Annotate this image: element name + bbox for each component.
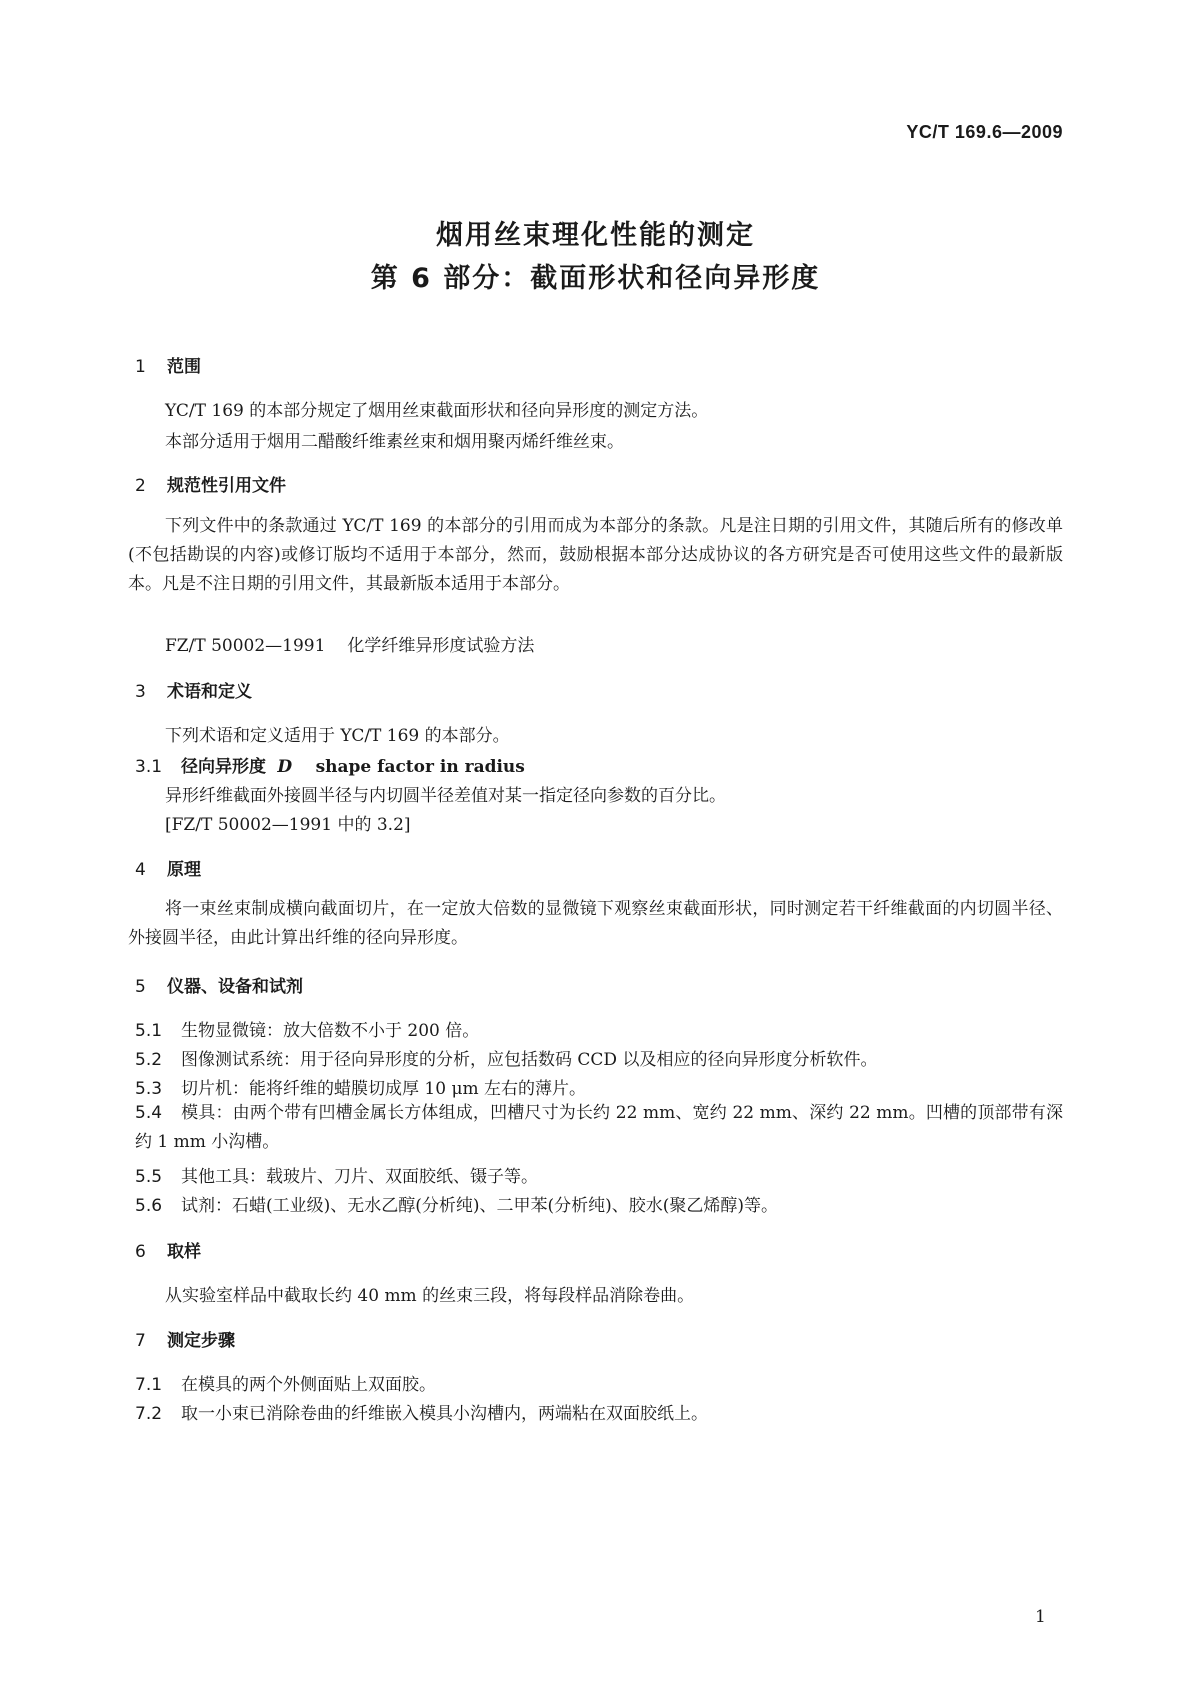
definition-number: 3.1 bbox=[135, 757, 163, 777]
list-item bbox=[135, 1099, 1063, 1157]
section-1-paragraph: YC/T 169 的本部分规定了烟用丝束截面形状和径向异形度的测定方法。 bbox=[165, 401, 709, 421]
definition-text: 异形纤维截面外接圆半径与内切圆半径差值对某一指定径向参数的百分比。 bbox=[165, 786, 726, 806]
section-3-heading bbox=[135, 677, 252, 702]
section-title: 术语和定义 bbox=[167, 682, 252, 702]
definition-english: shape factor in radius bbox=[315, 757, 525, 777]
item-text: 其他工具：载玻片、刀片、双面胶纸、镊子等。 bbox=[181, 1167, 538, 1187]
list-item bbox=[135, 1370, 436, 1395]
section-5-heading bbox=[135, 972, 303, 997]
list-item bbox=[135, 1399, 708, 1424]
section-number: 7 bbox=[135, 1331, 146, 1351]
definition-term: 径向异形度 bbox=[181, 757, 266, 777]
section-number: 2 bbox=[135, 476, 146, 496]
definition-heading bbox=[135, 752, 525, 777]
section-1-paragraph: 本部分适用于烟用二醋酸纤维素丝束和烟用聚丙烯纤维丝束。 bbox=[165, 432, 624, 452]
section-2-heading bbox=[135, 471, 286, 496]
section-title: 仪器、设备和试剂 bbox=[167, 977, 303, 997]
list-item bbox=[135, 1074, 586, 1099]
section-title: 原理 bbox=[167, 860, 201, 880]
item-number: 5.1 bbox=[135, 1021, 163, 1041]
item-number: 5.3 bbox=[135, 1079, 163, 1099]
section-number: 3 bbox=[135, 682, 146, 702]
item-number: 5.6 bbox=[135, 1196, 163, 1216]
item-text: 取一小束已消除卷曲的纤维嵌入模具小沟槽内，两端粘在双面胶纸上。 bbox=[181, 1404, 708, 1424]
item-text: 试剂：石蜡(工业级)、无水乙醇(分析纯)、二甲苯(分析纯)、胶水(聚乙烯醇)等。 bbox=[181, 1196, 779, 1216]
item-text: 切片机：能将纤维的蜡膜切成厚 10 μm 左右的薄片。 bbox=[181, 1079, 587, 1099]
section-number: 6 bbox=[135, 1242, 146, 1262]
section-6-heading bbox=[135, 1237, 201, 1262]
list-item bbox=[135, 1045, 877, 1070]
section-4-paragraph: 将一束丝束制成横向截面切片，在一定放大倍数的显微镜下观察丝束截面形状，同时测定若干纤维截面的内切圆半径、外接圆半径，由此计算出纤维的径向异形度。 bbox=[128, 899, 1063, 948]
section-2-paragraph: 下列文件中的条款通过 YC/T 169 的本部分的引用而成为本部分的条款。凡是注日期的引用文件，其随后所有的修改单(不包括勘误的内容)或修订版均不适用于本部分，然而，鼓励根据本部分达成协议的各方研究是否可使用这些文件的最新版本。凡是不注日期的引用文件，其最新版本适用于本部分。 bbox=[128, 516, 1063, 594]
normative-reference bbox=[165, 631, 534, 656]
item-number: 5.4 bbox=[135, 1103, 163, 1123]
section-3-paragraph: 下列术语和定义适用于 YC/T 169 的本部分。 bbox=[165, 726, 510, 746]
item-number: 7.2 bbox=[135, 1404, 163, 1424]
reference-code: FZ/T 50002—1991 bbox=[165, 636, 326, 656]
item-text: 在模具的两个外侧面贴上双面胶。 bbox=[181, 1375, 436, 1395]
document-title: 烟用丝束理化性能的测定 bbox=[436, 220, 755, 251]
item-text: 模具：由两个带有凹槽金属长方体组成，凹槽尺寸为长约 22 mm、宽约 22 mm、深约 22 mm。凹槽的顶部带有深约 1 mm 小沟槽。 bbox=[135, 1103, 1063, 1152]
list-item bbox=[135, 1016, 479, 1041]
section-number: 1 bbox=[135, 357, 146, 377]
section-6-paragraph: 从实验室样品中截取长约 40 mm 的丝束三段，将每段样品消除卷曲。 bbox=[165, 1286, 695, 1306]
item-number: 7.1 bbox=[135, 1375, 163, 1395]
section-title: 取样 bbox=[167, 1242, 201, 1262]
page-number: 1 bbox=[1035, 1607, 1046, 1627]
definition-symbol: D bbox=[277, 757, 293, 777]
standard-number: YC/T 169.6—2009 bbox=[906, 122, 1063, 142]
definition-source: [FZ/T 50002—1991 中的 3.2] bbox=[165, 815, 411, 835]
document-subtitle: 第 6 部分：截面形状和径向异形度 bbox=[370, 263, 821, 294]
item-text: 图像测试系统：用于径向异形度的分析，应包括数码 CCD 以及相应的径向异形度分析软件。 bbox=[181, 1050, 878, 1070]
section-number: 5 bbox=[135, 977, 146, 997]
item-text: 生物显微镜：放大倍数不小于 200 倍。 bbox=[181, 1021, 480, 1041]
section-number: 4 bbox=[135, 860, 146, 880]
section-title: 测定步骤 bbox=[167, 1331, 235, 1351]
section-title: 规范性引用文件 bbox=[167, 476, 286, 496]
section-4-heading bbox=[135, 855, 201, 880]
reference-title: 化学纤维异形度试验方法 bbox=[347, 636, 535, 656]
list-item bbox=[135, 1191, 778, 1216]
item-number: 5.5 bbox=[135, 1167, 163, 1187]
section-7-heading bbox=[135, 1326, 235, 1351]
section-1-heading bbox=[135, 352, 201, 377]
item-number: 5.2 bbox=[135, 1050, 163, 1070]
section-title: 范围 bbox=[167, 357, 201, 377]
list-item bbox=[135, 1162, 538, 1187]
